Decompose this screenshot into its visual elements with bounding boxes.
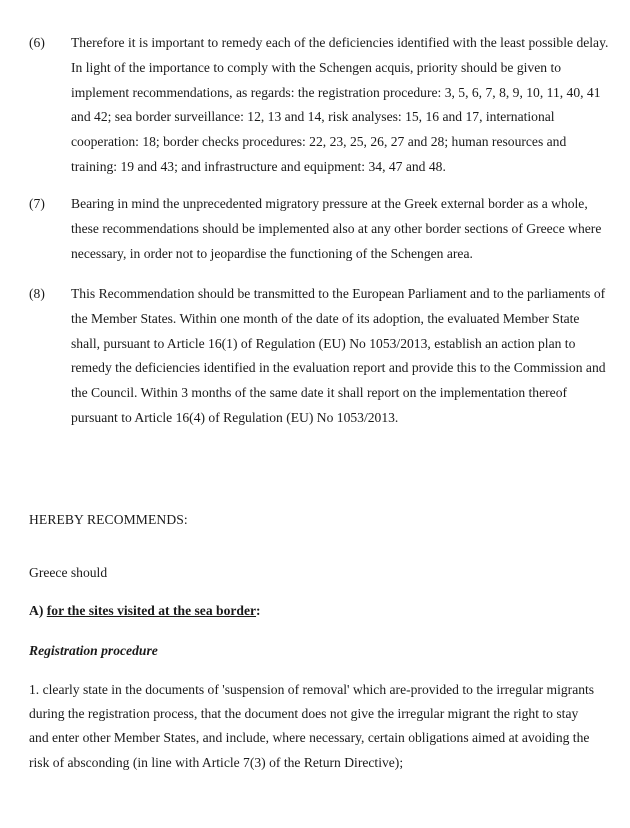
recital-text: This Recommendation should be transmitted to the European Parliament and to the parliaments of the Member States. Within one month of the date of its adoption, the evaluated Member State shall, pursuant to Article 16(1) of Regulation (EU) No 1053/2013, establish an action plan to remedy the deficiencies identified in the evaluation report and provide this to the Commission and the Council. Within 3 months of the same date it shall report on the implementation thereof pursuant to Article 16(4) of Regulation (EU) No 1053/2013.	[71, 286, 606, 425]
section-a-title: for the sites visited at the sea border	[46, 603, 257, 618]
recital-7	[29, 192, 609, 266]
registration-procedure-subheading: Registration procedure	[29, 643, 158, 658]
recital-number: (7)	[29, 196, 45, 211]
recital-6	[29, 31, 609, 180]
section-a-suffix: :	[256, 603, 261, 618]
greece-should-text: Greece should	[29, 565, 108, 580]
recital-text: Therefore it is important to remedy each of the deficiencies identified with the least possible delay. In light of the importance to comply with the Schengen acquis, priority should be given to implement recommendations, as regards: the registration procedure: 3, 5, 6, 7, 8, 9, 10, 11, 40, 41 and 42; sea border surveillance: 12, 13 and 14, risk analyses: 15, 16 and 17, international cooperation: 18; border checks procedures: 22, 23, 25, 26, 27 and 28; human resources and training: 19 and 43; and infrastructure and equipment: 34, 47 and 48.	[71, 35, 609, 174]
section-a-prefix: A)	[29, 603, 47, 618]
recital-number: (6)	[29, 35, 45, 50]
section-a-heading	[29, 599, 609, 623]
hereby-recommends-heading: HEREBY RECOMMENDS:	[29, 512, 188, 527]
recital-8	[29, 282, 609, 431]
recommendation-item-1: 1. clearly state in the documents of 'suspension of removal' which are-provided to the irregular migrants during the registration process, that the document does not give the irregular migrant the right to stay and enter other Member States, and include, where necessary, certain obligations aimed at avoiding the risk of absconding (in line with Article 7(3) of the Return Directive);	[29, 682, 595, 770]
recital-text: Bearing in mind the unprecedented migratory pressure at the Greek external border as a whole, these recommendations should be implemented also at any other border sections of Greece where necessary, in order not to jeopardise the functioning of the Schengen area.	[71, 196, 602, 261]
recital-number: (8)	[29, 286, 45, 301]
